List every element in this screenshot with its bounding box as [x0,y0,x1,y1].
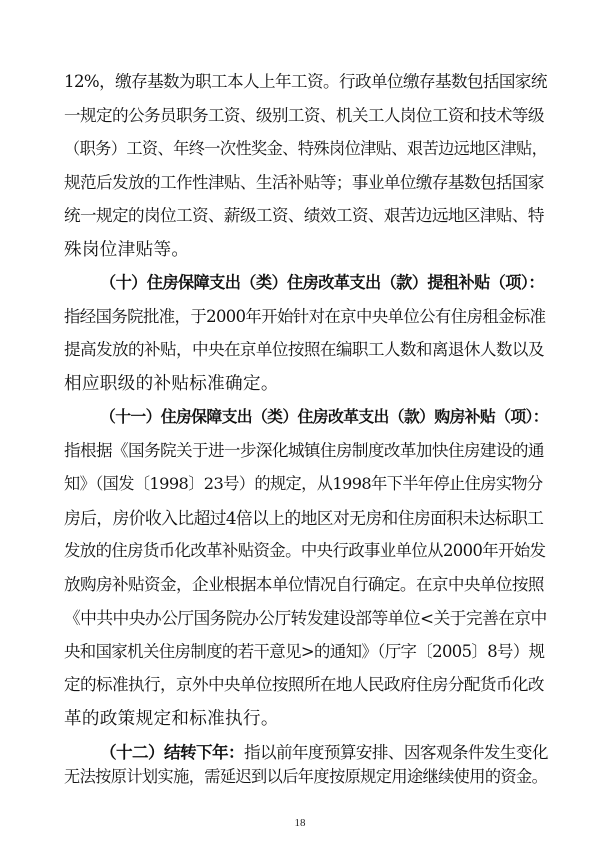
body-text-line: 相应职级的补贴标准确定。 [64,374,279,394]
body-text-line: 放购房补贴资金，企业根据本单位情况自行确定。在京中央单位按照 [64,575,544,594]
body-text-line: 革的政策规定和标准执行。 [64,709,279,729]
body-text-line: 《中共中央办公厅国务院办公厅转发建设部等单位<关于完善在京中 [64,608,547,628]
body-text-line: 定的标准执行，京外中央单位按照所在地人民政府住房分配货币化改 [64,675,544,694]
body-text-line: 规范后发放的工作性津贴、生活补贴等；事业单位缴存基数包括国家 [64,173,544,192]
body-text-line: 无法按原计划实施，需延迟到以后年度按原规定用途继续使用的资金。 [64,767,548,786]
body-text-line: 一规定的公务员职务工资、级别工资、机关工人岗位工资和技术等级 [64,106,544,125]
section-12-heading-rest: 指以前年度预算安排、因客观条件发生变化 [243,743,548,762]
body-text-line: 指经国务院批准，于2000年开始针对在京中央单位公有住房租金标准 [64,307,546,326]
body-text-line: 提高发放的补贴，中央在京单位按照在编职工人数和离退休人数以及 [64,340,544,359]
body-text-line: 指根据《国务院关于进一步深化城镇住房制度改革加快住房建设的通 [64,441,544,460]
section-heading-11: （十一）住房保障支出（类）住房改革支出（款）购房补贴（项）： [100,407,549,426]
body-text-line: 发放的住房货币化改革补贴资金。中央行政事业单位从2000年开始发 [64,541,546,560]
body-text-line: 央和国家机关住房制度的若干意见>的通知》（厅字〔2005〕8号）规 [64,642,545,661]
section-12-first-line [100,740,548,765]
page-number: 18 [294,817,306,829]
body-text-line: 殊岗位津贴等。 [64,240,190,260]
body-text-line: 知》（国发〔1998〕23号）的规定，从1998年下半年停止住房实物分 [64,474,543,493]
body-text-line: （职务）工资、年终一次性奖金、特殊岗位津贴、艰苦边远地区津贴， [64,139,548,158]
body-text-line: 统一规定的岗位工资、薪级工资、绩效工资、艰苦边远地区津贴、特 [64,206,544,225]
section-heading-10: （十）住房保障支出（类）住房改革支出（款）提租补贴（项）： [100,273,544,292]
body-text-line: 12%，缴存基数为职工本人上年工资。行政单位缴存基数包括国家统 [64,72,547,91]
body-text-line: 房后，房价收入比超过4倍以上的地区对无房和住房面积未达标职工 [64,508,544,528]
section-heading-12: （十二）结转下年： [100,742,244,762]
